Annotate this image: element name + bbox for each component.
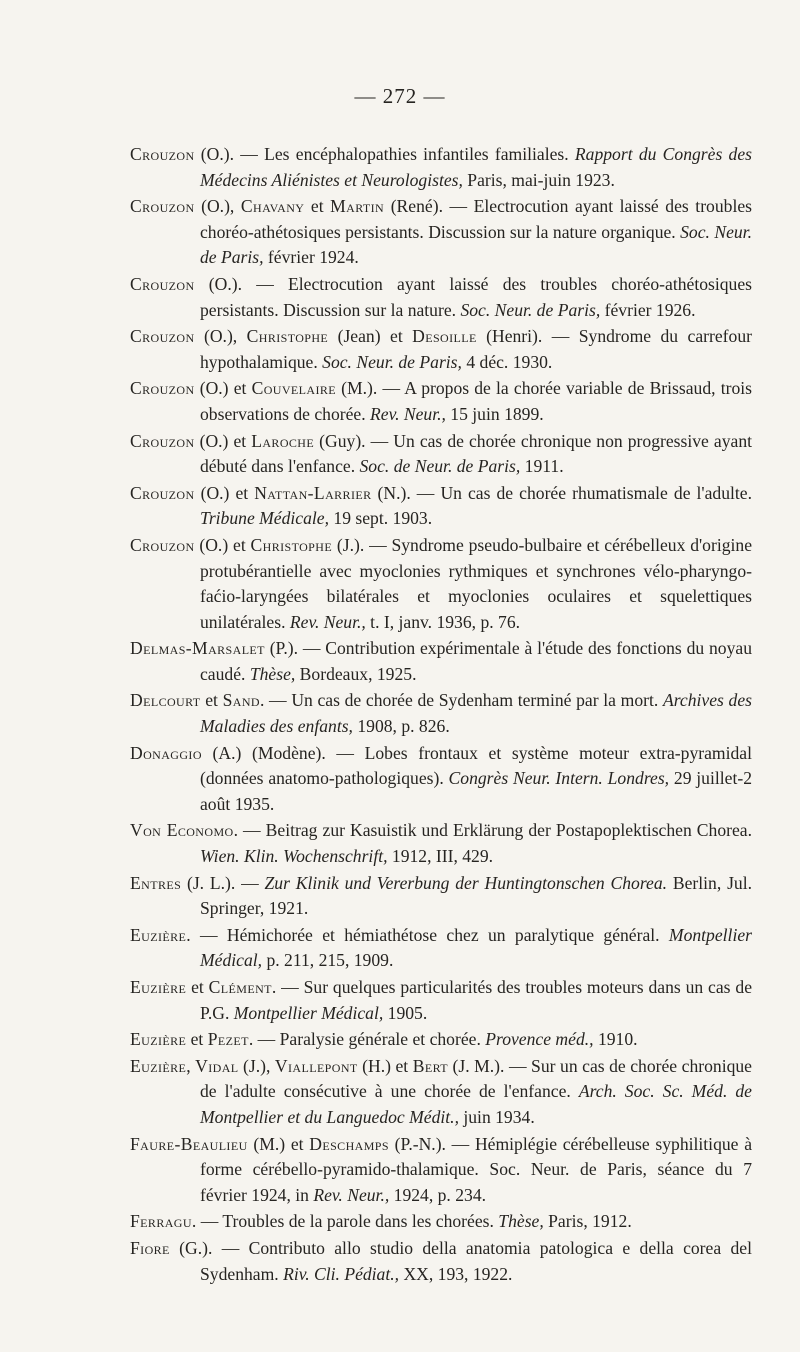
bibliography-entry xyxy=(130,429,752,480)
entry-text: 15 juin 1899. xyxy=(445,403,544,424)
entry-text: (O.) et xyxy=(194,378,252,399)
author-name: Couvelaire xyxy=(251,378,336,399)
entry-text: (O.), xyxy=(194,196,241,217)
entry-text: (J. L.). — xyxy=(181,872,265,893)
publication-title: Rev. Neur., xyxy=(289,611,366,632)
entry-text: . — Un cas de chorée de Sydenham terminé par la mort. xyxy=(259,690,663,711)
author-name: Delmas-Marsalet xyxy=(130,638,265,659)
bibliography-entry xyxy=(130,1027,752,1053)
publication-title: Tribune Médicale, xyxy=(200,508,329,529)
publication-title: Zur Klinik und Vererbung der Huntingtonschen Chorea. xyxy=(264,872,668,893)
author-name: Crouzon xyxy=(130,196,195,217)
entry-text: 1910. xyxy=(593,1029,638,1050)
bibliography-entry xyxy=(130,142,752,193)
author-name: Nattan-Larrier xyxy=(254,482,372,503)
entry-text: Paris, 1912. xyxy=(543,1211,632,1232)
bibliography-entry xyxy=(130,1209,752,1235)
author-name: Crouzon xyxy=(130,482,195,503)
publication-title: Montpellier Médical, xyxy=(233,1002,384,1023)
bibliography-entry xyxy=(130,923,752,974)
author-name: Euzière xyxy=(130,1055,187,1076)
publication-title: Rev. Neur., xyxy=(313,1184,390,1205)
bibliography-entry xyxy=(130,481,752,532)
author-name: Christophe xyxy=(246,326,329,347)
bibliography-list xyxy=(130,142,752,1288)
author-name: Pezet xyxy=(207,1029,249,1050)
bibliography-entry xyxy=(130,272,752,323)
author-name: Laroche xyxy=(251,430,315,451)
entry-text: et xyxy=(200,690,223,711)
bibliography-entry xyxy=(130,871,752,922)
entry-text: (O.), xyxy=(194,326,247,347)
entry-text: t. I, janv. 1936, p. 76. xyxy=(365,611,521,632)
author-name: Vidal xyxy=(195,1055,239,1076)
author-name: Entres xyxy=(130,872,182,893)
bibliography-entry xyxy=(130,324,752,375)
entry-text: p. 211, 215, 1909. xyxy=(262,950,394,971)
author-name: Crouzon xyxy=(130,430,195,451)
publication-title: Archives des Maladies des enfants, xyxy=(200,690,752,737)
author-name: Ferragu xyxy=(130,1211,192,1232)
author-name: Martin xyxy=(330,196,385,217)
author-name: Deschamps xyxy=(309,1133,389,1154)
bibliography-entry xyxy=(130,688,752,739)
author-name: Euzière xyxy=(130,1029,187,1050)
entry-text: (P.-N.). — Hémiplégie cérébelleuse syphilitique à forme cérébello-pyramido-thalamique. Soc. Neur. de Paris, séance du 7 février 1924, in xyxy=(200,1133,752,1205)
entry-text: juin 1934. xyxy=(458,1106,535,1127)
entry-text: 1905. xyxy=(383,1002,428,1023)
author-name: Sand xyxy=(222,690,260,711)
author-name: Crouzon xyxy=(130,378,195,399)
entry-text: février 1924. xyxy=(263,247,359,268)
author-name: Crouzon xyxy=(130,144,195,164)
entry-text: (O.) et xyxy=(194,430,252,451)
bibliography-entry xyxy=(130,975,752,1026)
entry-text: 19 sept. 1903. xyxy=(329,508,433,529)
entry-text: (G.). — Contributo allo studio della anatomia patologica e della corea del Sydenham. xyxy=(169,1237,752,1284)
entry-text: (A.) (Modène). — Lobes frontaux et système moteur extra-pyramidal (données anatomo-pathologiques). xyxy=(200,742,752,789)
entry-text: . — Paralysie générale et chorée. xyxy=(248,1029,486,1050)
entry-text: Bordeaux, 1925. xyxy=(295,663,417,684)
entry-text: (P.). — Contribution expérimentale à l'étude des fonctions du noyau caudé. xyxy=(200,638,752,684)
entry-text: . — Sur quelques particularités des troubles moteurs dans un cas de P.G. xyxy=(200,977,753,1023)
publication-title: Arch. Soc. Sc. Méd. de Montpellier et du Languedoc Médit., xyxy=(200,1081,752,1127)
entry-text: et xyxy=(304,196,331,217)
entry-text: Paris, mai-juin 1923. xyxy=(462,169,615,190)
bibliography-entry xyxy=(130,818,752,869)
author-name: Crouzon xyxy=(130,273,195,294)
publication-title: Rapport du Congrès des Médecins Aliénistes et Neurologistes, xyxy=(200,144,752,190)
bibliography-entry xyxy=(130,1236,752,1287)
entry-text: (J.), xyxy=(238,1055,275,1076)
bibliography-entry xyxy=(130,1054,752,1131)
entry-text: 1924, p. 234. xyxy=(389,1184,487,1205)
author-name: Fiore xyxy=(130,1237,170,1258)
publication-title: Thèse, xyxy=(249,663,296,684)
entry-text: . — Hémichorée et hémiathétose chez un paralytique général. xyxy=(186,924,669,945)
entry-text: (N.). — Un cas de chorée rhumatismale de l'adulte. xyxy=(371,482,752,503)
entry-text: 1908, p. 826. xyxy=(352,716,450,737)
entry-text: (H.) et xyxy=(357,1055,413,1076)
publication-title: Riv. Cli. Pédiat., xyxy=(283,1263,400,1284)
entry-text: (J. M.). — Sur un cas de chorée chronique de l'adulte consécutive à une chorée de l'enfance. xyxy=(200,1055,752,1102)
entry-text: (Henri). — Syndrome du carrefour hypothalamique. xyxy=(200,326,752,372)
bibliography-entry xyxy=(130,636,752,687)
entry-text: 29 juillet-2 août 1935. xyxy=(200,768,753,814)
entry-text: (O.) et xyxy=(194,482,255,503)
author-name: Faure-Beaulieu xyxy=(130,1133,248,1154)
entry-text: (O.) et xyxy=(194,534,251,555)
author-name: Delcourt xyxy=(130,690,201,711)
author-name: Desoille xyxy=(412,326,477,347)
author-name: Christophe xyxy=(250,534,333,555)
entry-text: et xyxy=(186,977,209,997)
publication-title: Soc. de Neur. de Paris, xyxy=(359,456,521,477)
entry-text: février 1926. xyxy=(600,299,696,320)
author-name: Von Economo xyxy=(130,820,234,841)
entry-text: (M.). — A propos de la chorée variable de Brissaud, trois observations de chorée. xyxy=(200,378,752,424)
entry-text: (M.) et xyxy=(247,1133,310,1154)
author-name: Bert xyxy=(412,1055,448,1076)
author-name: Clément xyxy=(208,977,272,997)
author-name: Donaggio xyxy=(130,742,202,763)
publication-title: Congrès Neur. Intern. Londres, xyxy=(448,768,670,789)
author-name: Viallepont xyxy=(274,1055,358,1076)
author-name: Chavany xyxy=(240,196,305,217)
entry-text: Berlin, Jul. Springer, 1921. xyxy=(200,872,752,919)
entry-text: (Jean) et xyxy=(328,326,413,347)
bibliography-entry xyxy=(130,741,752,818)
publication-title: Wien. Klin. Wochenschrift, xyxy=(200,846,388,867)
entry-text: (Guy). — Un cas de chorée chronique non progressive ayant débuté dans l'enfance. xyxy=(200,430,753,477)
publication-title: Rev. Neur., xyxy=(370,403,446,424)
publication-title: Provence méd., xyxy=(485,1029,594,1050)
entry-text: (René). — Electrocution ayant laissé des troubles choréo-athétosiques persistants. Discussion sur la nature organique. xyxy=(200,196,752,242)
entry-text: 1912, III, 429. xyxy=(387,846,494,867)
entry-text: (O.). — Les encéphalopathies infantiles familiales. xyxy=(194,144,575,164)
page-number: — 272 — xyxy=(354,84,446,108)
entry-text: . — Beitrag zur Kasuistik und Erklärung der Postapoplektischen Chorea. xyxy=(233,820,753,841)
bibliography-entry xyxy=(130,376,752,427)
entry-text: (O.). — Electrocution ayant laissé des troubles choréo-athétosiques persistants. Discussion sur la nature. xyxy=(194,273,752,320)
publication-title: Montpellier Médical, xyxy=(200,924,752,971)
publication-title: Soc. Neur. de Paris, xyxy=(322,351,462,372)
bibliography-entry xyxy=(130,194,752,271)
entry-text: , xyxy=(186,1055,196,1076)
publication-title: Thèse, xyxy=(498,1211,544,1232)
author-name: Euzière xyxy=(130,924,187,945)
author-name: Crouzon xyxy=(130,326,195,347)
entry-text: 4 déc. 1930. xyxy=(461,351,553,372)
bibliography-entry xyxy=(130,533,752,635)
bibliography-entry xyxy=(130,1132,752,1209)
entry-text: . — Troubles de la parole dans les chorées. xyxy=(191,1211,499,1232)
author-name: Crouzon xyxy=(130,534,195,555)
entry-text: 1911. xyxy=(520,456,564,477)
entry-text: (J.). — Syndrome pseudo-bulbaire et cérébelleux d'origine protubérantielle avec myoclonies rythmiques et synchrones vélo-pharyngo-faćio-laryngées bilatérales et myoclonies oculaires et squelettiques unilatérales. xyxy=(200,534,752,632)
author-name: Euzière xyxy=(130,977,187,997)
entry-text: XX, 193, 1922. xyxy=(399,1263,513,1284)
entry-text: et xyxy=(186,1029,208,1050)
publication-title: Soc. Neur. de Paris, xyxy=(460,299,601,320)
publication-title: Soc. Neur. de Paris, xyxy=(200,221,752,268)
